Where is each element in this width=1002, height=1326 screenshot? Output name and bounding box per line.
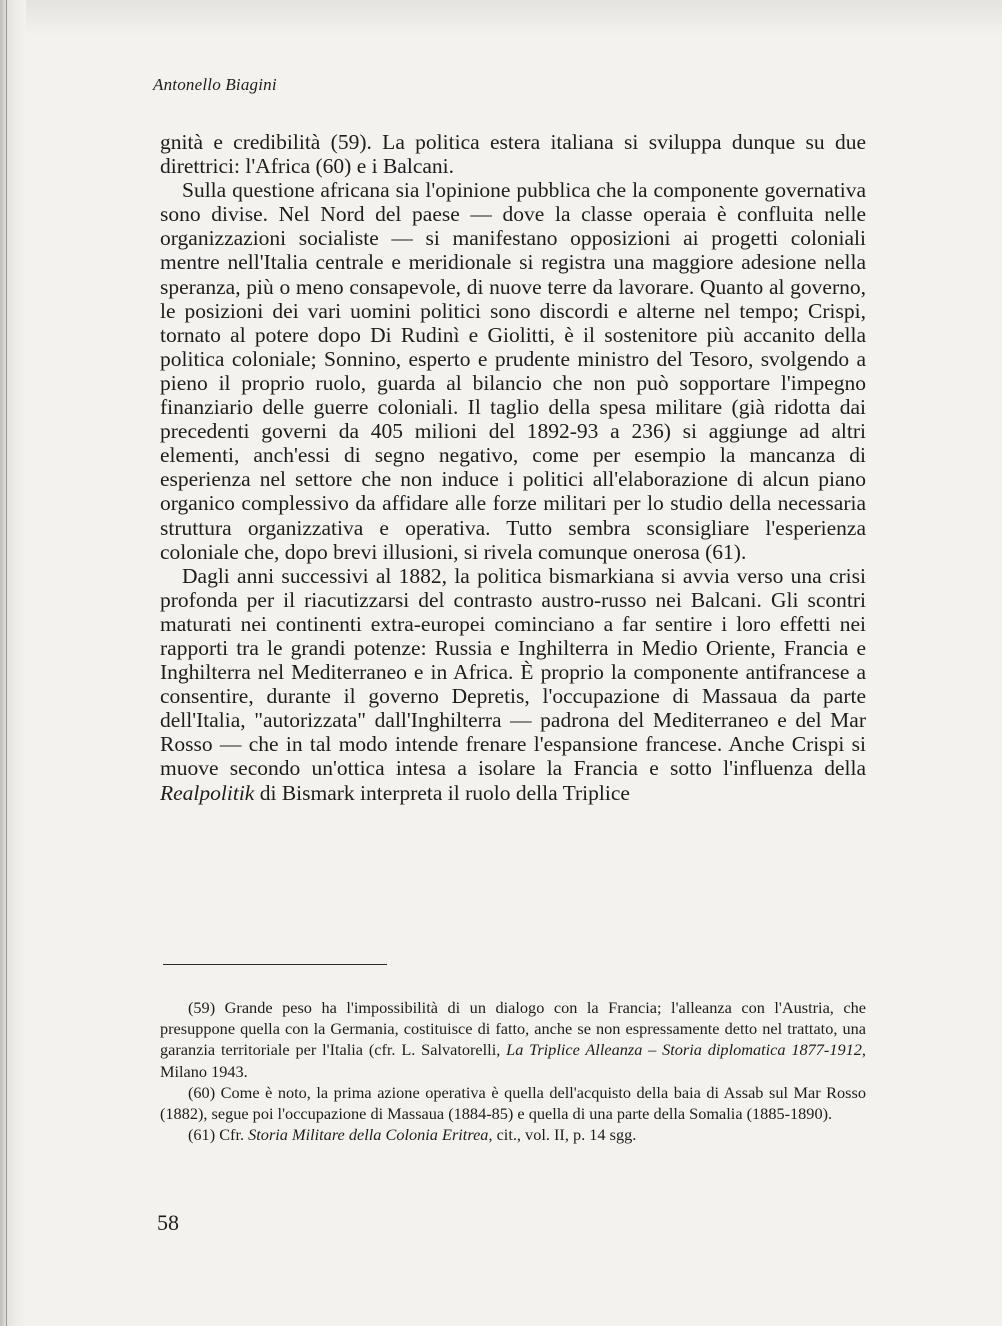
footnote-text: , cit., vol. II, p. 14 sgg. <box>488 1125 637 1145</box>
main-text <box>160 130 866 805</box>
italic-title: Storia Militare della Colonia Eritrea <box>248 1125 489 1145</box>
page-binding-edge <box>0 0 26 1326</box>
italic-term: Realpolitik <box>160 780 255 805</box>
footnote-text: (59) Grande peso ha l'impossibilità di un dialogo con la Francia; l'alleanza con l'Austria, che presuppone quella con la Germania, costituisce di fatto, anche se non espressamente detto nel trattato, una garanzia territoriale per l'Italia (cfr. L. Salvatorelli, <box>160 998 866 1060</box>
footnote-61 <box>160 1124 866 1145</box>
paragraph <box>160 564 866 805</box>
paragraph: Sulla questione africana sia l'opinione pubblica che la componente governativa sono divise. Nel Nord del paese — dove la classe operaia è confluita nelle organizzazioni socialiste — si manifestano opposizioni ai progetti coloniali mentre nell'Italia centrale e meridionale si registra una maggiore adesione nella speranza, più o meno consapevole, di nuove terre da lavorare. Quanto al governo, le posizioni dei vari uomini politici sono discordi e alterne nel tempo; Crispi, tornato al potere dopo Di Rudinì e Giolitti, è il sostenitore più accanito della politica coloniale; Sonnino, esperto e prudente ministro del Tesoro, svolgendo a pieno il proprio ruolo, guarda al bilancio che non può sopportare l'impegno finanziario delle guerre coloniali. Il taglio della spesa militare (già ridotta dai precedenti governi da 405 milioni del 1892-93 a 236) si aggiunge ad altri elementi, anch'essi di segno negativo, come per esempio la mancanza di esperienza nel settore che non induce i politici all'elaborazione di alcun piano organico complessivo da affidare alle forze militari per lo studio della necessaria struttura organizzativa e operativa. Tutto sembra sconsigliare l'esperienza coloniale che, dopo brevi illusioni, si rivela comunque onerosa (61). <box>160 178 866 564</box>
scan-shadow <box>26 0 1002 36</box>
footnote-59 <box>160 997 866 1082</box>
footnote-text: (61) Cfr. <box>188 1125 249 1145</box>
footnote-text: , Milano 1943. <box>160 1040 866 1081</box>
paragraph-text: di Bismark interpreta il ruolo della Triplice <box>254 780 630 805</box>
binding-line <box>6 0 7 1326</box>
paragraph: gnità e credibilità (59). La politica estera italiana si sviluppa dunque su due direttrici: l'Africa (60) e i Balcani. <box>160 130 866 179</box>
running-head: Antonello Biagini <box>153 75 277 94</box>
footnote-divider <box>163 964 387 965</box>
footnote-60: (60) Come è noto, la prima azione operativa è quella dell'acquisto della baia di Assab sul Mar Rosso (1882), segue poi l'occupazione di Massaua (1884-85) e quella di una parte della Somalia (1885-1890). <box>160 1082 866 1124</box>
footnotes <box>160 997 866 1145</box>
page-number: 58 <box>157 1210 179 1235</box>
paragraph-text: Dagli anni successivi al 1882, la politica bismarkiana si avvia verso una crisi profonda per il riacutizzarsi del contrasto austro-russo nei Balcani. Gli scontri maturati nei continenti extra-europei cominciano a far sentire i loro effetti nei rapporti tra le grandi potenze: Russia e Inghilterra in Medio Oriente, Francia e Inghilterra nel Mediterraneo e in Africa. È proprio la componente antifrancese a consentire, durante il governo Depretis, l'occupazione di Massaua da parte dell'Italia, "autorizzata" dall'Inghilterra — padrona del Mediterraneo e del Mar Rosso — che in tal modo intende frenare l'espansione francese. Anche Crispi si muove secondo un'ottica intesa a isolare la Francia e sotto l'influenza della <box>160 563 866 781</box>
italic-title: La Triplice Alleanza – Storia diplomatica 1877-1912 <box>506 1040 862 1060</box>
